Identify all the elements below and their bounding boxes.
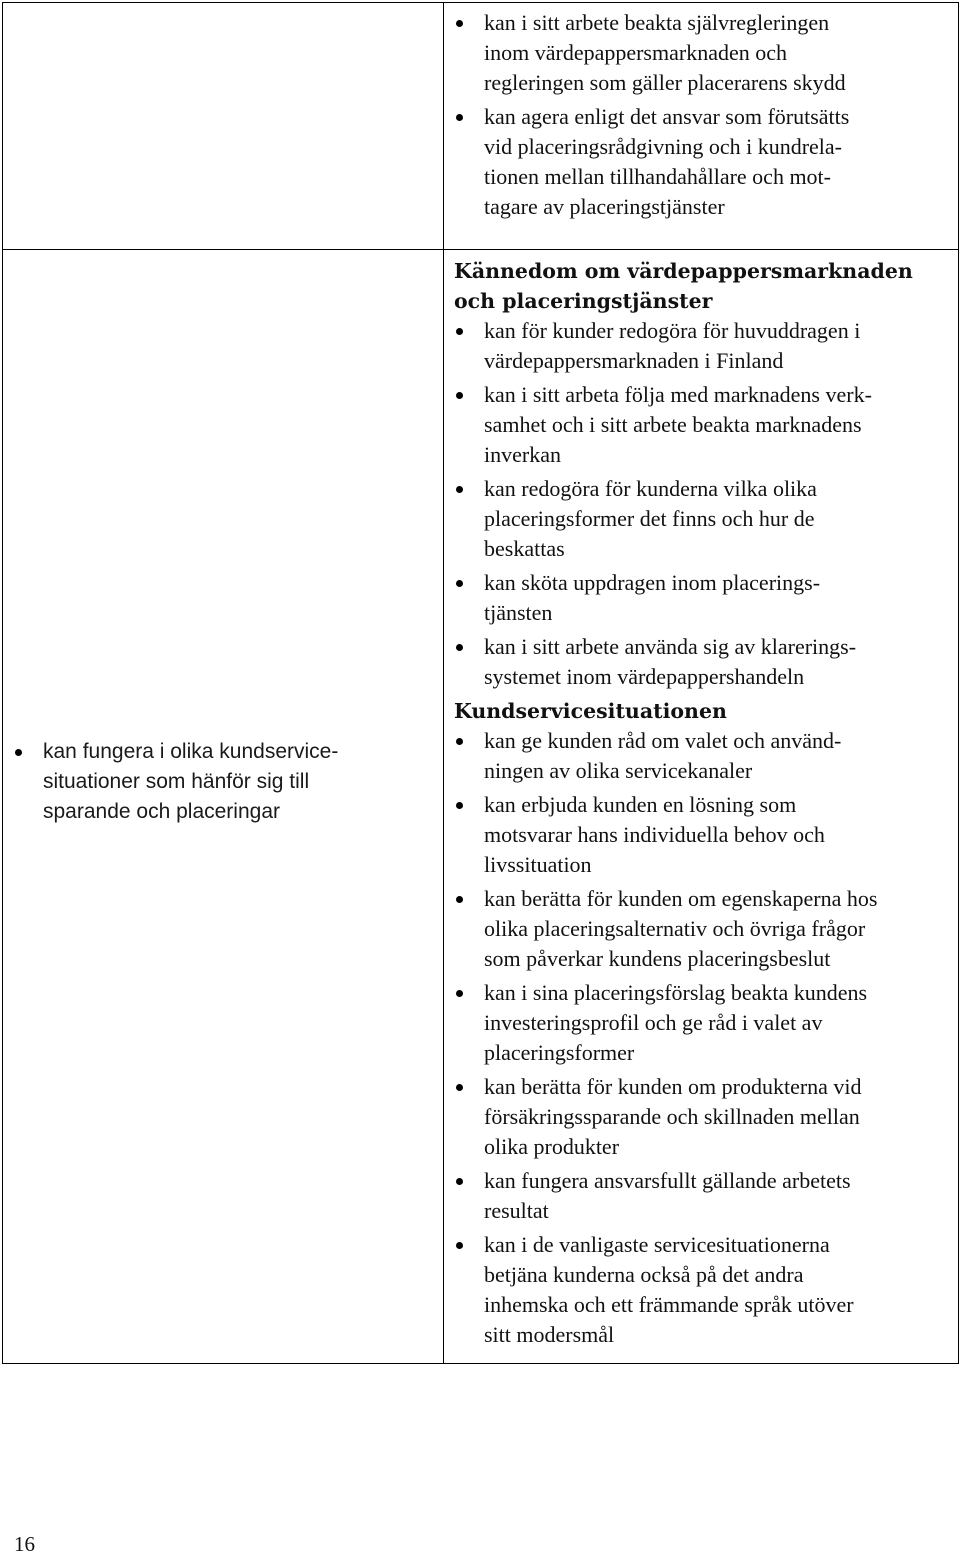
bullet-icon: [456, 738, 463, 745]
list-item: [454, 316, 944, 376]
list-item-text: livssituation: [484, 852, 592, 877]
requirements-table: [2, 2, 959, 1364]
row1-right-cell: [444, 3, 959, 250]
bullet-icon: [456, 486, 463, 493]
list-item-text: resultat: [484, 1198, 549, 1223]
list-item-text: kan i sitt arbete beakta självregleringen: [484, 10, 830, 35]
row1-left-cell: [3, 3, 444, 250]
bullet-icon: [456, 990, 463, 997]
list-item-text: kan berätta för kunden om egenskaperna hos: [484, 886, 878, 911]
list-item: [454, 568, 944, 628]
list-item-text: inom värdepappersmarknaden och: [484, 40, 787, 65]
bullet-icon: [456, 1242, 463, 1249]
section-heading: [454, 696, 944, 726]
list-item-text: kan sköta uppdragen inom placerings-: [484, 570, 821, 595]
list-item-text: som påverkar kundens placeringsbeslut: [484, 946, 831, 971]
table-row: [3, 250, 959, 1364]
bullet-icon: [456, 580, 463, 587]
list-item-text: sitt modersmål: [484, 1322, 615, 1347]
list-item-text: investeringsprofil och ge råd i valet av: [484, 1010, 823, 1035]
list-item: [454, 474, 944, 564]
list-item: [454, 726, 944, 786]
bullet-icon: [456, 896, 463, 903]
list-item: [454, 1230, 944, 1350]
list-item-text: kan i sitt arbeta följa med marknadens verk-: [484, 382, 872, 407]
list-item-text: kan berätta för kunden om produkterna vid: [484, 1074, 862, 1099]
list-item: [454, 8, 944, 98]
list-item-text: inverkan: [484, 442, 561, 467]
list-item: [454, 1072, 944, 1162]
bullet-icon: [456, 644, 463, 651]
list-item-text: beskattas: [484, 536, 565, 561]
list-item-text: olika placeringsalternativ och övriga frågor: [484, 916, 866, 941]
list-item-text: tagare av placeringstjänster: [484, 194, 725, 219]
bullet-icon: [456, 1178, 463, 1185]
list-item-text: kan för kunder redogöra för huvuddragen i: [484, 318, 861, 343]
list-item-text: regleringen som gäller placerarens skydd: [484, 70, 846, 95]
list-item-text: kan fungera i olika kundservice-: [43, 739, 339, 763]
list-item-text: vid placeringsrådgivning och i kundrela-: [484, 134, 843, 159]
list-item-text: ningen av olika servicekanaler: [484, 758, 753, 783]
section-heading-line: Kundservicesituationen: [454, 699, 727, 723]
list-item: [13, 737, 429, 827]
list-item-text: betjäna kunderna också på det andra: [484, 1262, 804, 1287]
list-item-text: kan redogöra för kunderna vilka olika: [484, 476, 817, 501]
list-item-text: sparande och placeringar: [43, 799, 280, 823]
table-row: [3, 3, 959, 250]
list-item: [454, 102, 944, 222]
list-item-text: kan i sina placeringsförslag beakta kundens: [484, 980, 868, 1005]
list-item-text: motsvarar hans individuella behov och: [484, 822, 825, 847]
list-item-text: kan fungera ansvarsfullt gällande arbetets: [484, 1168, 851, 1193]
list-item: [454, 632, 944, 692]
section-heading-line: och placeringstjänster: [454, 289, 713, 313]
bullet-list: [454, 316, 944, 692]
list-item-text: värdepappersmarknaden i Finland: [484, 348, 784, 373]
list-item-text: situationer som hänför sig till: [43, 769, 310, 793]
list-item: [454, 790, 944, 880]
list-item-text: placeringsformer: [484, 1040, 635, 1065]
list-item-text: kan ge kunden råd om valet och använd-: [484, 728, 842, 753]
page-number: 16: [14, 1532, 35, 1556]
list-item-text: kan erbjuda kunden en lösning som: [484, 792, 797, 817]
list-item-text: inhemska och ett främmande språk utöver: [484, 1292, 854, 1317]
bullet-icon: [456, 114, 463, 121]
bullet-icon: [456, 328, 463, 335]
list-item-text: olika produkter: [484, 1134, 620, 1159]
bullet-list: [13, 737, 429, 827]
list-item-text: försäkringssparande och skillnaden mellan: [484, 1104, 860, 1129]
list-item: [454, 884, 944, 974]
list-item-text: kan i sitt arbete använda sig av klarerings-: [484, 634, 857, 659]
bullet-icon: [15, 749, 22, 756]
bullet-icon: [456, 1084, 463, 1091]
bullet-list: [454, 8, 944, 222]
list-item-text: samhet och i sitt arbete beakta marknadens: [484, 412, 862, 437]
list-item: [454, 1166, 944, 1226]
bullet-icon: [456, 20, 463, 27]
bullet-icon: [456, 392, 463, 399]
row2-right-cell: [444, 250, 959, 1364]
bullet-list: [454, 726, 944, 1350]
list-item-text: kan agera enligt det ansvar som förutsätts: [484, 104, 850, 129]
section-heading-line: Kännedom om värdepappersmarknaden: [454, 259, 913, 283]
list-item: [454, 380, 944, 470]
section-heading: [454, 256, 944, 316]
list-item-text: systemet inom värdepappershandeln: [484, 664, 805, 689]
list-item-text: tionen mellan tillhandahållare och mot-: [484, 164, 831, 189]
list-item: [454, 978, 944, 1068]
list-item-text: tjänsten: [484, 600, 553, 625]
list-item-text: kan i de vanligaste servicesituationerna: [484, 1232, 830, 1257]
list-item-text: placeringsformer det finns och hur de: [484, 506, 815, 531]
bullet-icon: [456, 802, 463, 809]
row2-left-cell: [3, 250, 444, 1364]
